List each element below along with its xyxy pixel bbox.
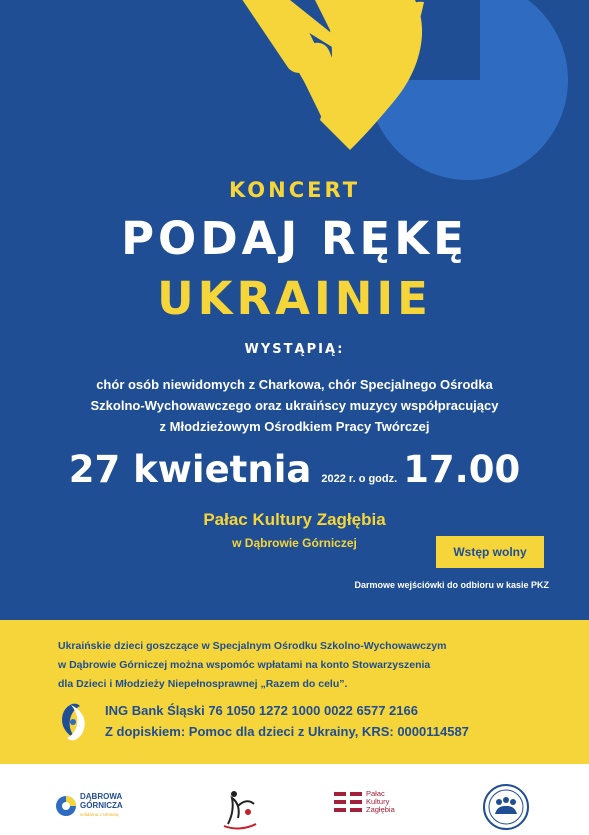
event-venue: Pałac Kultury Zagłębia: [203, 510, 386, 529]
transfer-note: Z dopiskiem: Pomoc dla dzieci z Ukrainy, KRS: 0000114587: [105, 724, 469, 739]
performers-line-2: Szkolno-Wychowawczego oraz ukraińscy muzycy współpracujący: [90, 398, 499, 413]
donation-line-1: Ukraińskie dzieci goszczące w Specjalnym Ośrodku Szkolno-Wychowawczym: [58, 640, 447, 652]
event-time: 17.00: [403, 448, 521, 491]
dabrowa-gornicza-logo: [55, 792, 123, 819]
free-entry-button[interactable]: Wstęp wolny: [436, 536, 544, 568]
title-line-1: PODAJ RĘKĘ: [121, 212, 468, 265]
dabrowa-emblem-icon: [55, 795, 77, 817]
donation-line-2: w Dąbrowie Górniczej można wspomóc wpłatami na konto Stowarzyszenia: [58, 659, 431, 671]
dabrowa-line-1: DĄBROWA: [80, 792, 123, 801]
dabrowa-subtitle: solidarna z Ukrainą: [80, 812, 119, 817]
pkz-text: [366, 790, 395, 814]
pkz-line-1: Pałac: [366, 789, 385, 798]
hands-heart-icon: [58, 702, 88, 742]
tickets-note: Darmowe wejściówki do odbioru w kasie PKZ: [354, 580, 549, 590]
pkz-emblem-icon: [333, 791, 363, 813]
bank-account: ING Bank Śląski 76 1050 1272 1000 0022 6577 2166: [105, 703, 418, 718]
donation-info: [58, 637, 528, 694]
pkz-line-3: Zagłębia: [366, 805, 395, 814]
pkz-line-2: Kultury: [366, 797, 390, 806]
mopt-logo: [218, 786, 260, 830]
hands-illustration: [0, 0, 589, 190]
event-datetime: [0, 448, 589, 491]
performers-line-3: z Młodzieżowym Ośrodkiem Pracy Twórczej: [159, 419, 430, 434]
performers-heading: WYSTĄPIĄ:: [244, 342, 345, 357]
palac-kultury-logo: [333, 790, 395, 814]
razem-do-celu-logo: [482, 783, 530, 831]
event-year-text: 2022 r. o godz.: [321, 473, 398, 485]
performers-text: [30, 374, 559, 437]
donation-line-3: dla Dzieci i Młodzieży Niepełnosprawnej „Razem do celu”.: [58, 678, 348, 690]
performers-line-1: chór osób niewidomych z Charkowa, chór Specjalnego Ośrodka: [96, 377, 493, 392]
dabrowa-text: [80, 792, 123, 819]
dabrowa-line-2: GÓRNICZA: [80, 801, 123, 810]
concert-kicker: KONCERT: [228, 178, 361, 202]
event-date: 27 kwietnia: [68, 448, 312, 491]
sponsor-logos-bar: [0, 764, 589, 835]
event-city: w Dąbrowie Górniczej: [232, 536, 357, 550]
title-line-2: UKRAINIE: [157, 272, 432, 325]
